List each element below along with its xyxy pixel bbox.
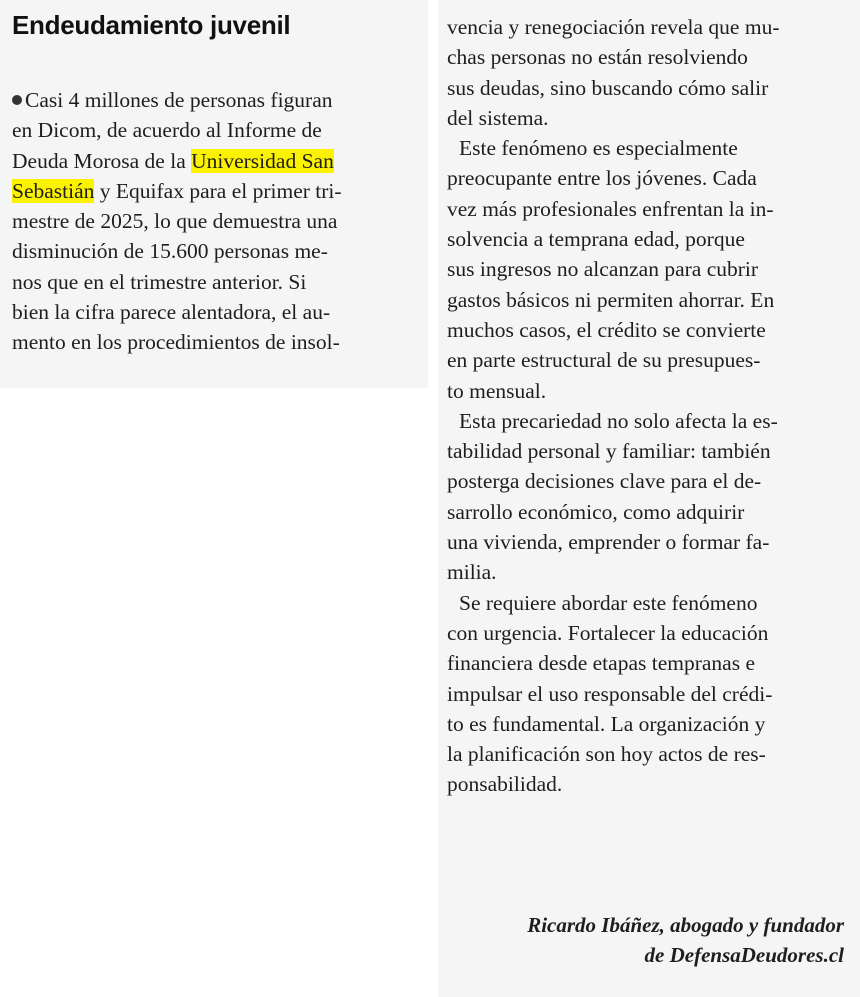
text-line: tabilidad personal y familiar: también [447, 439, 771, 464]
text-line: preocupante entre los jóvenes. Cada [447, 166, 757, 191]
highlighted-university-name: Universidad San [191, 148, 334, 173]
text-line: en parte estructural de su presupues- [447, 348, 761, 373]
article-title: Endeudamiento juvenil [12, 10, 291, 40]
text-line: ponsabilidad. [447, 772, 563, 797]
left-column [0, 0, 428, 388]
text-line: del sistema. [447, 105, 549, 130]
text-line: Casi 4 millones de personas figuran [12, 85, 410, 115]
text-line: una vivienda, emprender o formar fa- [447, 530, 770, 555]
text-line: to es fundamental. La organización y [447, 711, 766, 736]
text-line: sus ingresos no alcanzan para cubrir [447, 257, 759, 282]
text-line: mento en los procedimientos de insol- [12, 330, 340, 355]
author-signature [527, 910, 844, 970]
text-line: posterga decisiones clave para el de- [447, 469, 762, 494]
text-line: to mensual. [447, 378, 547, 403]
text-line: milia. [447, 560, 497, 585]
right-column-body [447, 12, 851, 800]
highlighted-university-name: Sebastián [12, 178, 95, 203]
text-line: impulsar el uso responsable del crédi- [447, 681, 773, 706]
text-line: mestre de 2025, lo que demuestra una [12, 209, 338, 234]
text-line: solvencia a temprana edad, porque [447, 227, 745, 252]
text-line: en Dicom, de acuerdo al Informe de [12, 118, 322, 143]
paragraph-start-line: Esta precariedad no solo afecta la es- [459, 408, 778, 433]
bullet-icon [12, 95, 22, 105]
text-line: nos que en el trimestre anterior. Si [12, 269, 307, 294]
paragraph-start-line: Se requiere abordar este fenómeno [459, 590, 758, 615]
text-line: gastos básicos ni permiten ahorrar. En [447, 287, 775, 312]
paragraph-start-line: Este fenómeno es especialmente [459, 136, 738, 161]
text-line: bien la cifra parece alentadora, el au- [12, 300, 331, 325]
text-line: la planificación son hoy actos de res- [447, 742, 766, 767]
text-line: sus deudas, sino buscando cómo salir [447, 75, 769, 100]
text-line: muchos casos, el crédito se convierte [447, 317, 766, 342]
text-line: Deuda Morosa de la Universidad San [12, 148, 334, 173]
text-line: con urgencia. Fortalecer la educación [447, 620, 769, 645]
author-name-line: Ricardo Ibáñez, abogado y fundador [527, 913, 844, 937]
text-line: disminución de 15.600 personas me- [12, 239, 328, 264]
text-line: financiera desde etapas tempranas e [447, 651, 756, 676]
right-column [438, 0, 860, 997]
text-line: vez más profesionales enfrentan la in- [447, 196, 774, 221]
text-line: sarrollo económico, como adquirir [447, 499, 745, 524]
text-line: chas personas no están resolviendo [447, 45, 748, 70]
left-column-body [12, 85, 410, 358]
author-website-line: de DefensaDeudores.cl [644, 943, 844, 967]
text-line: Sebastián y Equifax para el primer tri- [12, 178, 342, 203]
text-line: vencia y renegociación revela que mu- [447, 15, 780, 39]
